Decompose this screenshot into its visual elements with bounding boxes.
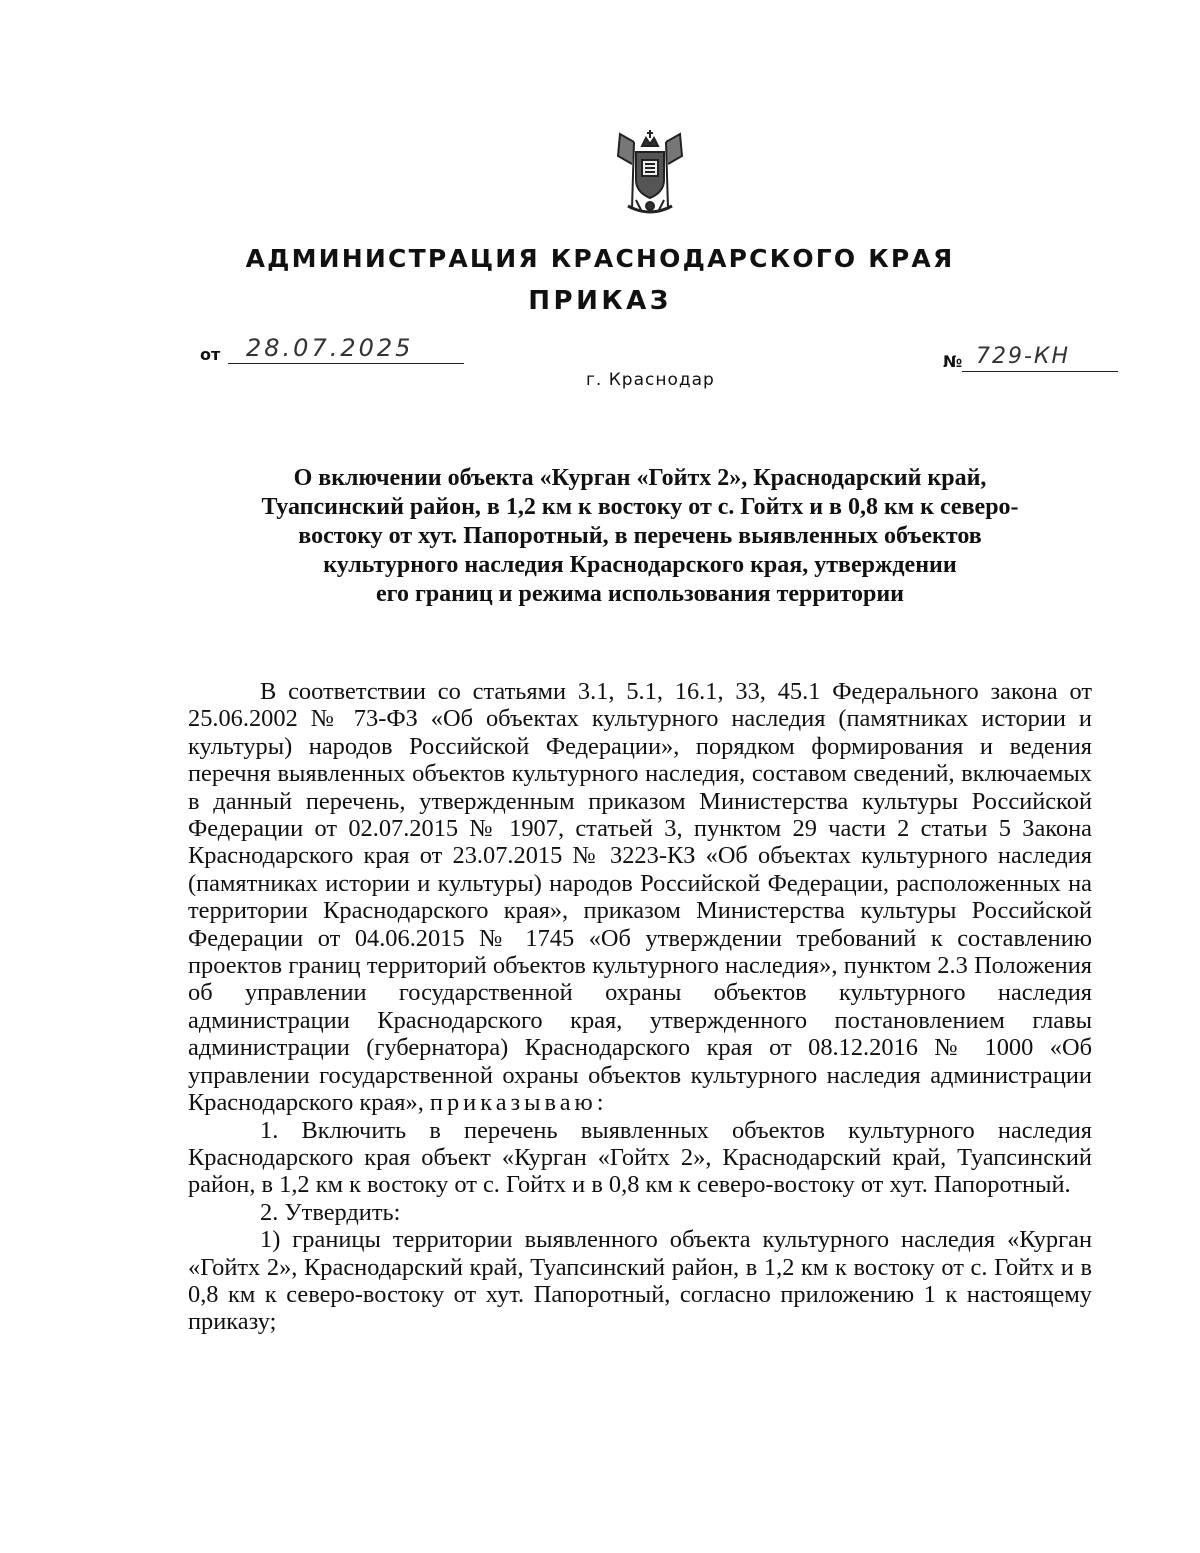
item-2-1: 1) границы территории выявленного объекта культурного наследия «Курган «Гойтх 2», Краснодарский край, Туапсинский район, в 1,2 км к востоку от с. Гойтх и в 0,8 км к северо-востоку от хут. Папоротный, согласно приложению 1 к настоящему приказу;	[188, 1226, 1092, 1336]
title-line: культурного наследия Краснодарского края, утверждении	[323, 552, 957, 578]
date-field: 28.07.2025	[228, 334, 464, 364]
preamble-paragraph	[188, 678, 1092, 1117]
document-type: ПРИКАЗ	[528, 286, 672, 316]
preamble-text: В соответствии со статьями 3.1, 5.1, 16.1, 33, 45.1 Федерального закона от 25.06.2002 № 73-ФЗ «Об объектах культурного наследия (памятниках истории и культуры) народов Российской Федерации», порядком формирования и ведения перечня выявленных объектов культурного наследия, составом сведений, включаемых в данный перечень, утвержденным приказом Министерства культуры Российской Федерации от 02.07.2015 № 1907, статьей 3, пунктом 29 части 2 статьи 5 Закона Краснодарского края от 23.07.2015 № 3223-КЗ «Об объектах культурного наследия (памятниках истории и культуры) народов Российской Федерации, расположенных на территории Краснодарского края», приказом Министерства культуры Российской Федерации от 04.06.2015 № 1745 «Об утверждении требований к составлению проектов границ территорий объектов культурного наследия», пунктом 2.3 Положения об управлении государственной охраны объектов культурного наследия администрации Краснодарского края, утвержденного постановлением главы администрации (губернатора) Краснодарского края от 08.12.2016 № 1000 «Об управлении государственной охраны объектов культурного наследия администрации Краснодарского края»,	[188, 678, 1092, 1117]
order-word: приказываю:	[429, 1089, 608, 1117]
number-label: №	[943, 352, 963, 371]
title-line: востоку от хут. Папоротный, в перечень выявленных объектов	[298, 523, 982, 549]
title-line: Туапсинский район, в 1,2 км к востоку от с. Гойтх и в 0,8 км к северо-	[261, 494, 1019, 520]
item-1: 1. Включить в перечень выявленных объектов культурного наследия Краснодарского края объект «Курган «Гойтх 2», Краснодарский край, Туапсинский район, в 1,2 км к востоку от с. Гойтх и в 0,8 км к северо-востоку от хут. Папоротный.	[188, 1116, 1092, 1199]
title-line: О включении объекта «Курган «Гойтх 2», Краснодарский край,	[293, 465, 987, 491]
title-line: его границ и режима использования территории	[375, 581, 905, 607]
date-label: от	[200, 345, 221, 364]
document-title	[200, 464, 1080, 609]
document-number-field: 729-КН	[962, 344, 1118, 372]
organization-name: АДМИНИСТРАЦИЯ КРАСНОДАРСКОГО КРАЯ	[245, 244, 955, 273]
krasnodar-coat-of-arms-icon	[612, 128, 688, 220]
item-2: 2. Утвердить:	[260, 1198, 401, 1226]
document-body	[188, 678, 1092, 1336]
city: г. Краснодар	[586, 370, 715, 390]
